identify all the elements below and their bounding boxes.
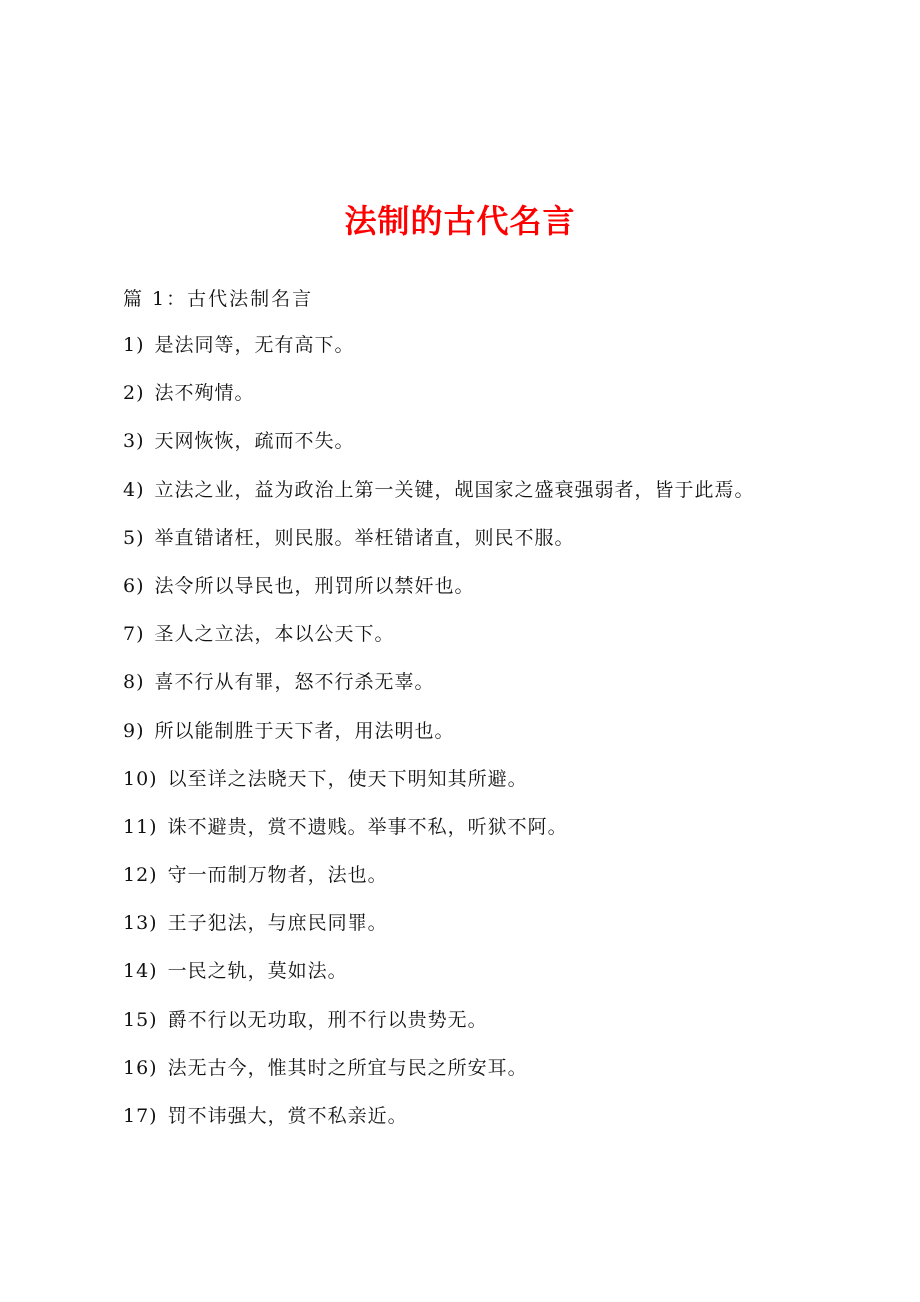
quote-number: 17) bbox=[123, 1105, 158, 1127]
quote-number: 14) bbox=[123, 960, 158, 983]
quote-number: 10) bbox=[123, 767, 158, 790]
quote-item bbox=[123, 523, 755, 571]
quote-text: 圣人之立法，本以公天下。 bbox=[154, 623, 395, 646]
quote-text: 喜不行从有罪，怒不行杀无辜。 bbox=[154, 671, 435, 694]
quote-number: 6) bbox=[123, 574, 145, 597]
quote-number: 11) bbox=[123, 815, 158, 838]
document-title: 法制的古代名言 bbox=[344, 202, 576, 240]
quote-text: 法无古今，惟其时之所宜与民之所安耳。 bbox=[167, 1056, 528, 1079]
quote-number: 8) bbox=[123, 671, 145, 694]
quote-item bbox=[123, 378, 755, 426]
quote-text: 爵不行以无功取，刑不行以贵势无。 bbox=[167, 1008, 488, 1031]
quote-text: 举直错诸枉，则民服。举枉错诸直，则民不服。 bbox=[154, 526, 575, 549]
quote-number: 15) bbox=[123, 1008, 158, 1031]
quote-item bbox=[123, 619, 755, 667]
section-heading: 篇 1：古代法制名言 bbox=[123, 288, 314, 310]
quote-text: 法令所以导民也，刑罚所以禁奸也。 bbox=[154, 574, 475, 597]
quote-item bbox=[123, 812, 755, 860]
quote-item bbox=[123, 667, 755, 715]
quote-item bbox=[123, 860, 755, 908]
quote-number: 16) bbox=[123, 1056, 158, 1079]
quote-item bbox=[123, 716, 755, 764]
quote-number: 12) bbox=[123, 864, 158, 887]
quote-item bbox=[123, 571, 755, 619]
quote-text: 一民之轨，莫如法。 bbox=[167, 960, 348, 983]
quote-number: 5) bbox=[123, 526, 145, 549]
quote-item bbox=[123, 475, 755, 523]
quote-text: 王子犯法，与庶民同罪。 bbox=[167, 912, 388, 935]
quote-number: 9) bbox=[123, 719, 145, 742]
quote-number: 4) bbox=[123, 478, 145, 501]
quote-list bbox=[123, 330, 755, 1149]
quote-text: 法不殉情。 bbox=[154, 382, 255, 405]
quote-item bbox=[123, 908, 755, 956]
quote-item bbox=[123, 1053, 755, 1101]
quote-item bbox=[123, 956, 755, 1004]
quote-number: 3) bbox=[123, 430, 145, 453]
quote-text: 守一而制万物者，法也。 bbox=[167, 864, 388, 887]
quote-item bbox=[123, 1101, 755, 1149]
quote-text: 以至详之法晓天下，使天下明知其所避。 bbox=[167, 767, 528, 790]
quote-number: 2) bbox=[123, 382, 145, 405]
quote-text: 所以能制胜于天下者，用法明也。 bbox=[154, 719, 455, 742]
quote-item bbox=[123, 1005, 755, 1053]
quote-number: 1) bbox=[123, 334, 145, 356]
quote-number: 13) bbox=[123, 912, 158, 935]
quote-text: 是法同等，无有高下。 bbox=[154, 334, 355, 356]
quote-item bbox=[123, 330, 755, 378]
quote-item bbox=[123, 764, 755, 812]
quote-text: 罚不讳强大，赏不私亲近。 bbox=[167, 1105, 408, 1127]
quote-text: 立法之业，益为政治上第一关键，觇国家之盛衰强弱者，皆于此焉。 bbox=[154, 478, 755, 501]
quote-text: 天网恢恢，疏而不失。 bbox=[154, 430, 355, 453]
quote-text: 诛不避贵，赏不遗贱。举事不私，听狱不阿。 bbox=[167, 815, 568, 838]
quote-number: 7) bbox=[123, 623, 145, 646]
quote-item bbox=[123, 426, 755, 474]
